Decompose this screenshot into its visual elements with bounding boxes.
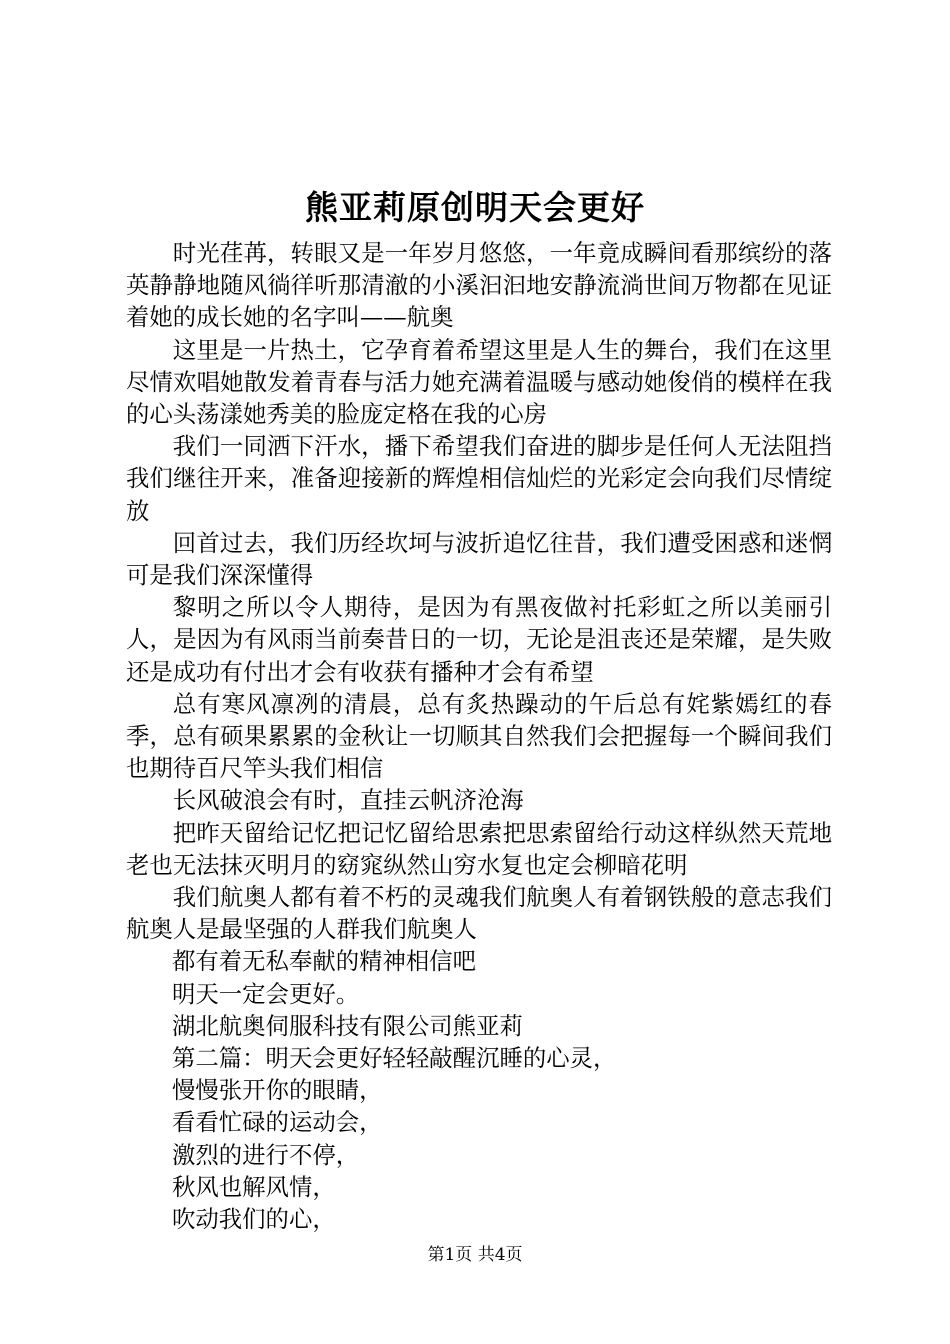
body-paragraph: 黎明之所以令人期待，是因为有黑夜做衬托彩虹之所以美丽引人，是因为有风雨当前奏昔日的一切，无论是沮丧还是荣耀，是失败还是成功有付出才会有收获有播种才会有希望 <box>126 593 832 686</box>
poem-line: 吹动我们的心， <box>172 1205 336 1234</box>
body-line: 明天一定会更好。 <box>172 979 360 1008</box>
body-paragraph: 回首过去，我们历经坎坷与波折追忆往昔，我们遭受困惑和迷惘可是我们深深懂得 <box>126 528 832 590</box>
body-paragraph: 把昨天留给记忆把记忆留给思索把思索留给行动这样纵然天荒地老也无法抹灭明月的窈窕纵然山穷水复也定会柳暗花明 <box>126 818 832 879</box>
body-paragraph: 长风破浪会有时，直挂云帆济沧海 <box>172 786 524 815</box>
document-body <box>126 237 832 1235</box>
poem-line: 激烈的进行不停， <box>172 1140 360 1169</box>
body-paragraph: 我们航奥人都有着不朽的灵魂我们航奥人有着钢铁般的意志我们航奥人是最坚强的人群我们航奥人 <box>126 883 832 944</box>
section-heading-line: 第二篇：明天会更好轻轻敲醒沉睡的心灵， <box>172 1044 617 1073</box>
body-paragraph: 时光荏苒，转眼又是一年岁月悠悠，一年竟成瞬间看那缤纷的落英静静地随风徜徉听那清澈的小溪汩汩地安静流淌世间万物都在见证着她的成长她的名字叫——航奥 <box>126 239 832 332</box>
body-line: 都有着无私奉献的精神相信吧 <box>172 947 477 976</box>
signature-line: 湖北航奥伺服科技有限公司熊亚莉 <box>172 1011 523 1040</box>
body-paragraph: 这里是一片热土，它孕育着希望这里是人生的舞台，我们在这里尽情欢唱她散发着青春与活力她充满着温暖与感动她俊俏的模样在我的心头荡漾她秀美的脸庞定格在我的心房 <box>126 335 832 429</box>
page-number: 第1页 共4页 <box>427 1245 523 1265</box>
body-paragraph: 总有寒风凛冽的清晨，总有炙热躁动的午后总有姹紫嫣红的春季，总有硕果累累的金秋让一切顺其自然我们会把握每一个瞬间我们也期待百尺竿头我们相信 <box>126 689 832 783</box>
poem-line: 看看忙碌的运动会， <box>172 1108 383 1137</box>
document-title: 熊亚莉原创明天会更好 <box>305 188 645 227</box>
poem-line: 慢慢张开你的眼睛， <box>172 1076 383 1105</box>
poem-line: 秋风也解风情， <box>172 1172 336 1201</box>
body-paragraph: 我们一同洒下汗水，播下希望我们奋进的脚步是任何人无法阻挡我们继往开来，准备迎接新的辉煌相信灿烂的光彩定会向我们尽情绽放 <box>126 432 832 525</box>
